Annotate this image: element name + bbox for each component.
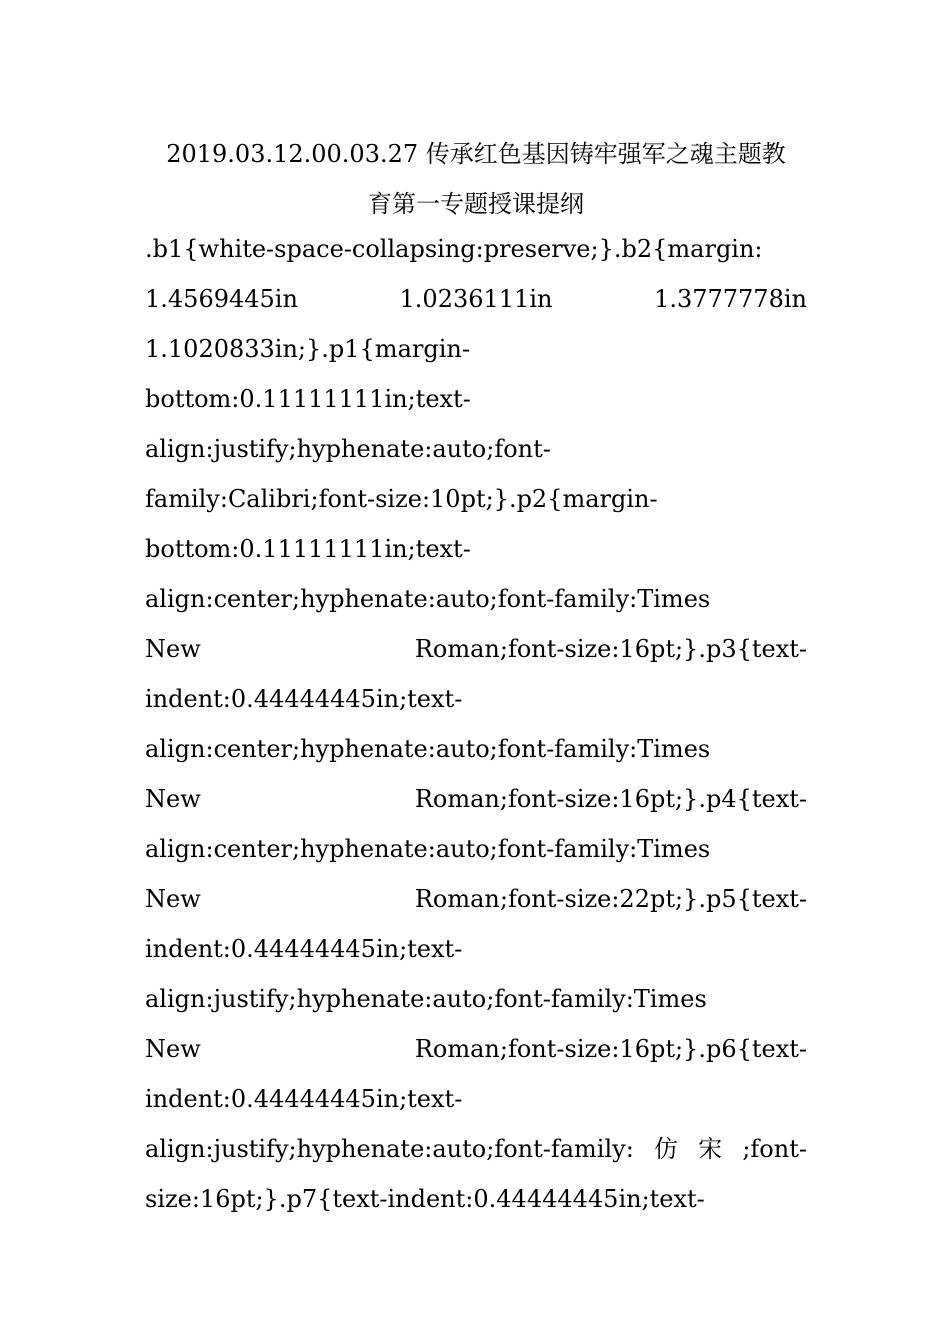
body-line: align:center;hyphenate:auto;font-family:Times	[145, 735, 711, 763]
body-line-segment: 仿	[653, 1135, 678, 1163]
body-line: indent:0.44444445in;text-	[145, 935, 463, 963]
body-line: align:center;hyphenate:auto;font-family:Times	[145, 835, 711, 863]
body-line-segment: New	[145, 1035, 201, 1063]
title-line-1: 2019.03.12.00.03.27 传承红色基因铸牢强军之魂主题教	[166, 140, 786, 168]
body-line-segment: 宋	[698, 1135, 723, 1163]
body-line: 1.1020833in;}.p1{margin-	[145, 335, 470, 363]
body-line-segment: New	[145, 885, 201, 913]
body-line: bottom:0.11111111in;text-	[145, 535, 471, 563]
body-line	[145, 774, 807, 824]
body-line: indent:0.44444445in;text-	[145, 685, 463, 713]
body-line-segment: Roman;font-size:22pt;}.p5{text-	[414, 885, 807, 913]
body-line-segment: New	[145, 785, 201, 813]
body-line-segment: Roman;font-size:16pt;}.p3{text-	[414, 635, 807, 663]
body-line-segment: align:justify;hyphenate:auto;font-family:	[145, 1135, 634, 1163]
body-line-segment: Roman;font-size:16pt;}.p4{text-	[414, 785, 807, 813]
body-line	[145, 1024, 807, 1074]
body-line-segment: 1.3777778in	[654, 285, 807, 313]
body-line: family:Calibri;font-size:10pt;}.p2{margin-	[145, 485, 658, 513]
body-line-segment: 1.4569445in	[145, 285, 298, 313]
body-line-segment: New	[145, 635, 201, 663]
body-line: align:center;hyphenate:auto;font-family:Times	[145, 585, 711, 613]
body-line: bottom:0.11111111in;text-	[145, 385, 471, 413]
document-body	[145, 224, 807, 1224]
body-line	[145, 874, 807, 924]
body-line	[145, 1124, 807, 1174]
body-line-segment: Roman;font-size:16pt;}.p6{text-	[414, 1035, 807, 1063]
body-line-segment: ;font-	[742, 1135, 807, 1163]
body-line: indent:0.44444445in;text-	[145, 1085, 463, 1113]
body-line: align:justify;hyphenate:auto;font-	[145, 435, 551, 463]
body-line	[145, 274, 807, 324]
title-line-2: 育第一专题授课提纲	[368, 190, 584, 218]
body-line: size:16pt;}.p7{text-indent:0.44444445in;text-	[145, 1185, 705, 1213]
body-line: .b1{white-space-collapsing:preserve;}.b2{margin:	[145, 235, 763, 263]
body-line	[145, 624, 807, 674]
body-line: align:justify;hyphenate:auto;font-family:Times	[145, 985, 707, 1013]
document-title	[145, 129, 807, 229]
body-line-segment: 1.0236111in	[399, 285, 553, 313]
